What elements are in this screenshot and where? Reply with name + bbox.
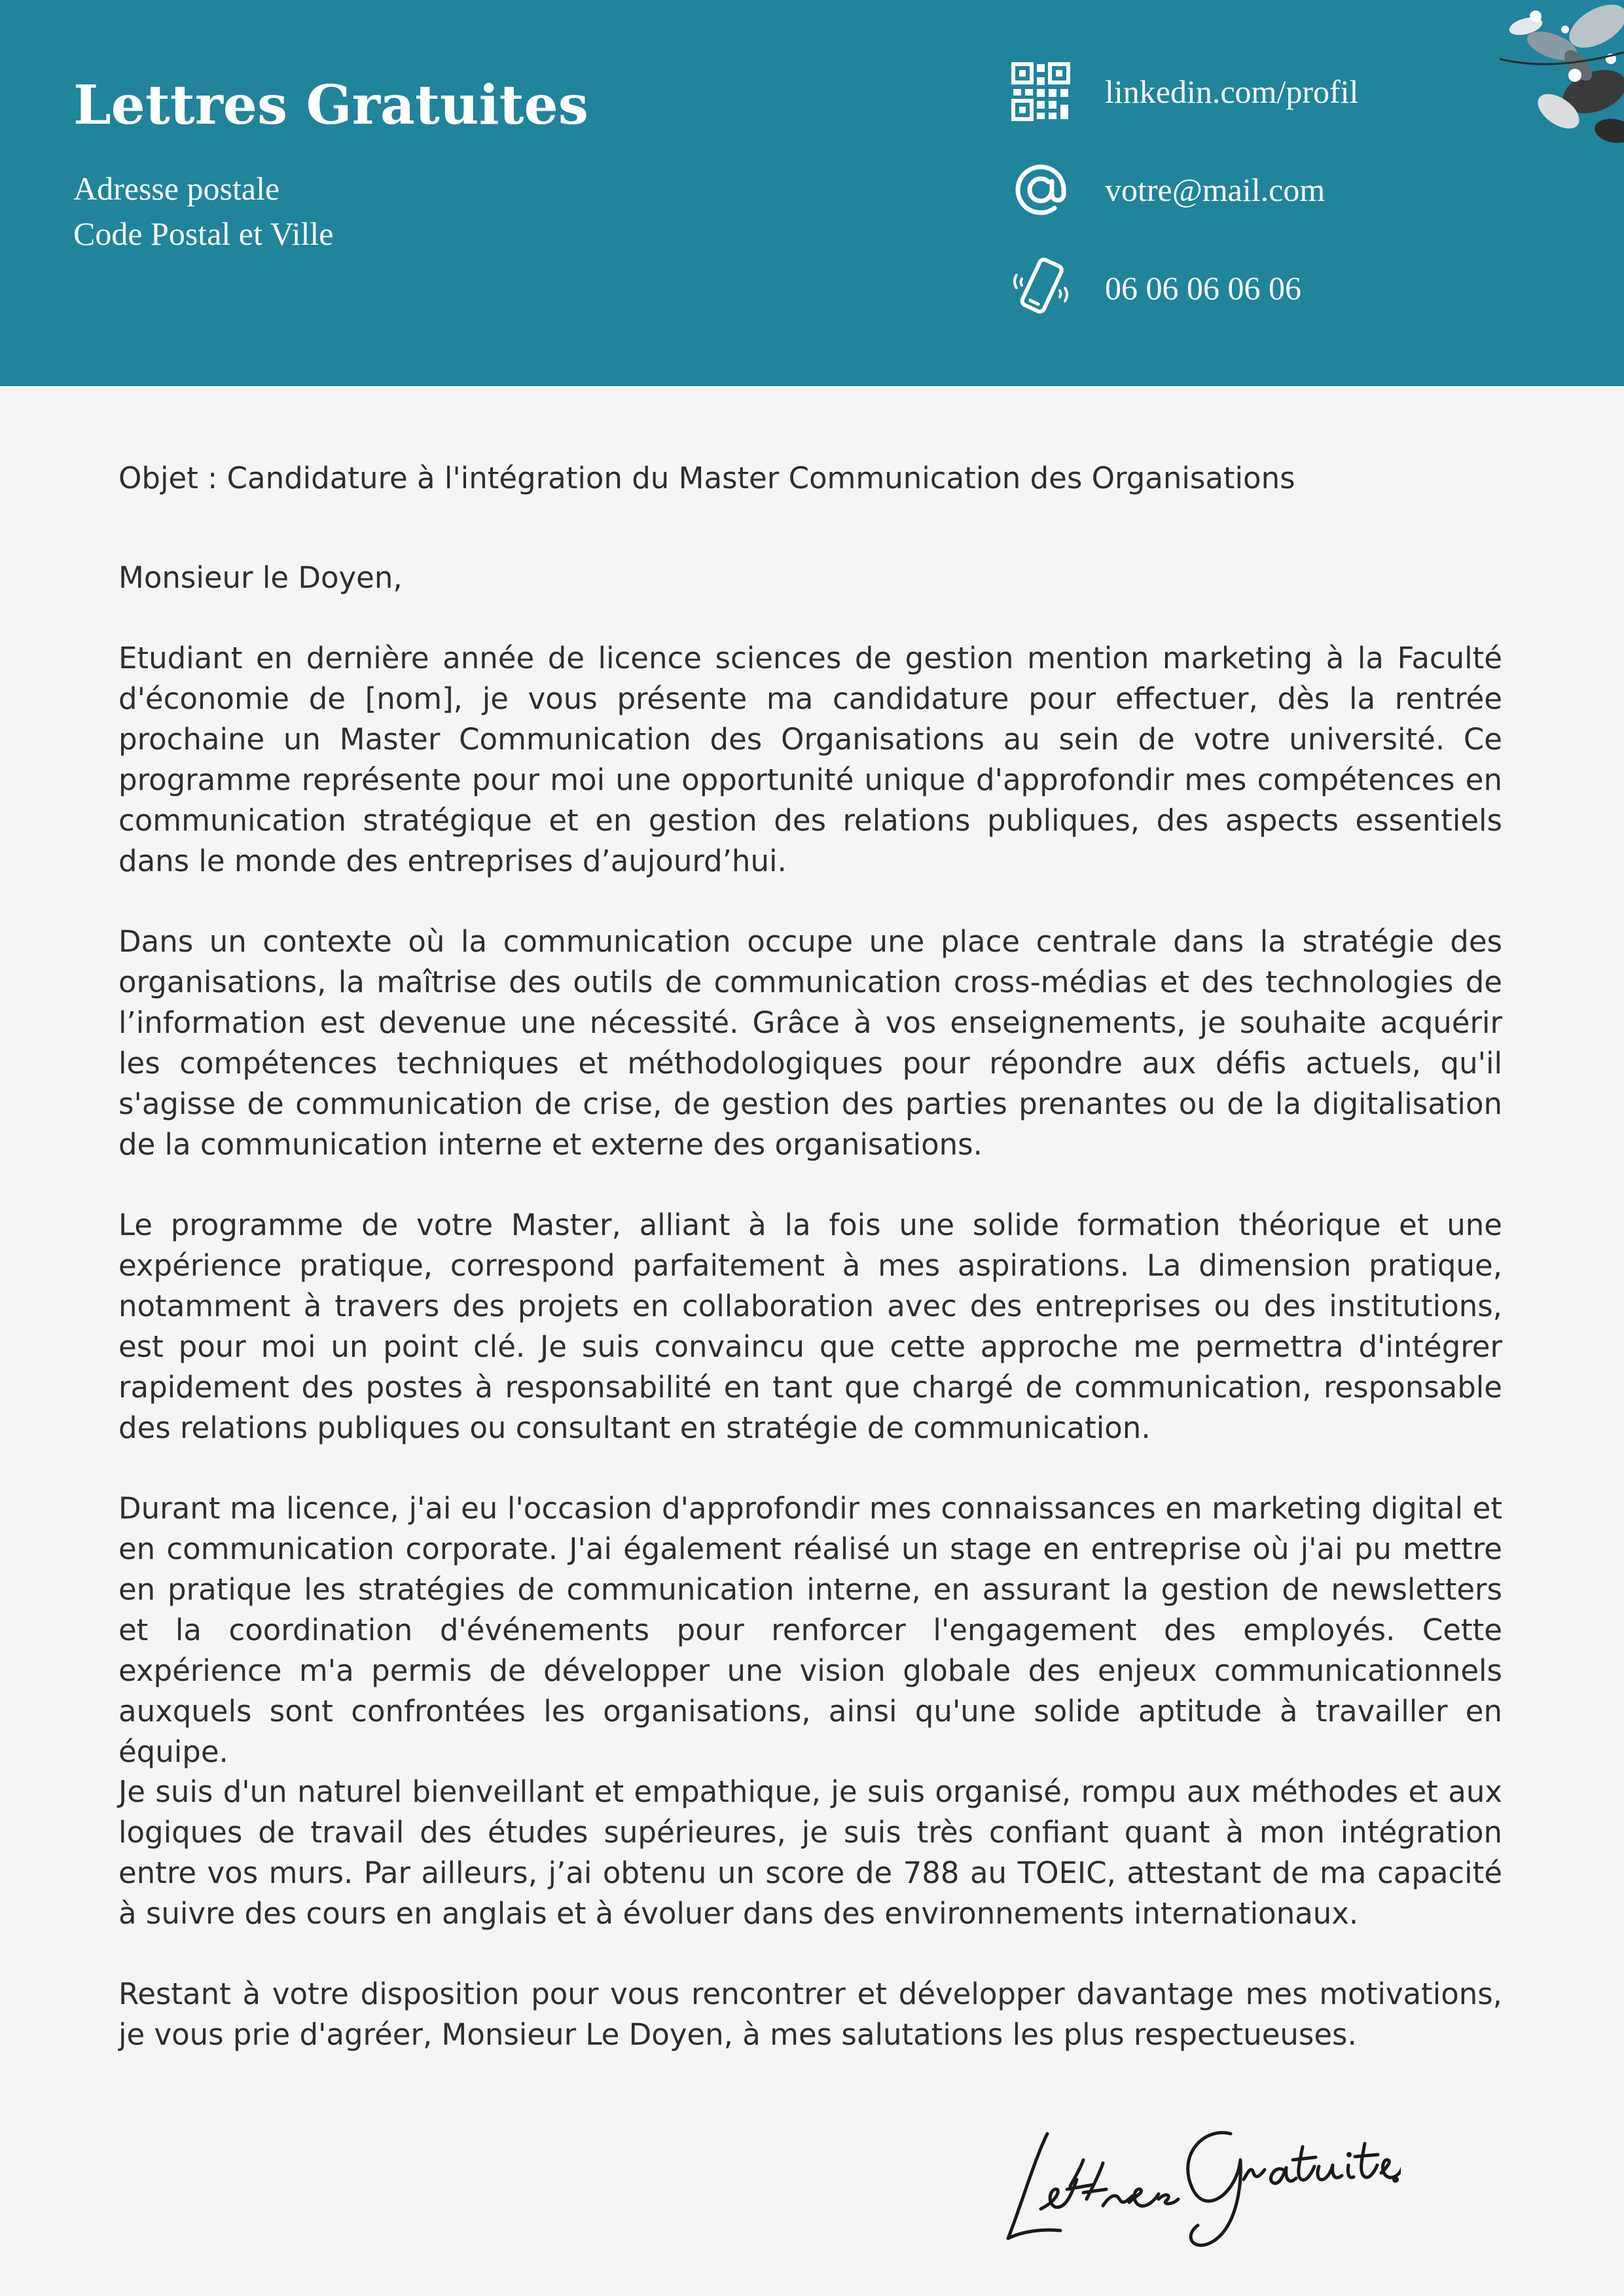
phone-icon — [1008, 255, 1074, 321]
floral-decoration — [1480, 0, 1624, 157]
linkedin-text: linkedin.com/profil — [1105, 73, 1359, 110]
letter-paragraph: Durant ma licence, j'ai eu l'occasion d'approfondir mes connaissances en marketing digital et en communication corporate. J'ai également réalisé un stage en entreprise où j'ai pu mettre en pratique les stratégies de communication interne, en assurant la gestion de newsletters et la coordination d'événements pour renforcer l'engagement des employés. Cette expérience m'a permis de développer une vision globale des enjeux communicationnels auxquels sont confrontées les organisations, ainsi qu'une solide aptitude à travailler en équipe. — [118, 1491, 1502, 1769]
phone-text: 06 06 06 06 06 — [1105, 270, 1301, 306]
letter-salutation: Monsieur le Doyen, — [118, 560, 403, 595]
letter-paragraph: Restant à votre disposition pour vous rencontrer et développer davantage mes motivations, je vous prie d'agréer, Monsieur Le Doyen, à mes salutations les plus respectueuses. — [118, 1977, 1502, 2052]
contact-email — [1008, 157, 1325, 223]
letter-header — [0, 0, 1624, 386]
letter-paragraph: Je suis d'un naturel bienveillant et empathique, je suis organisé, rompu aux méthodes et aux logiques de travail des études supérieures, je suis très confiant quant à mon intégration entre vos murs. Par ailleurs, j’ai obtenu un score de 788 au TOEIC, attestant de ma capacité à suivre des cours en anglais et à évoluer dans des environnements internationaux. — [118, 1774, 1502, 1931]
letter-paragraph: Le programme de votre Master, alliant à la fois une solide formation théorique et une expérience pratique, correspond parfaitement à mes aspirations. La dimension pratique, notamment à travers des projets en collaboration avec des entreprises ou des institutions, est pour moi un point clé. Je suis convaincu que cette approche me permettra d'intégrer rapidement des postes à responsabilité en tant que chargé de communication, responsable des relations publiques ou consultant en stratégie de communication. — [118, 1208, 1502, 1445]
sender-name: Lettres Gratuites — [73, 74, 588, 137]
at-sign-icon — [1008, 157, 1074, 223]
address-line-1: Adresse postale — [73, 170, 280, 207]
letter-paragraph: Etudiant en dernière année de licence sciences de gestion mention marketing à la Faculté d'économie de [nom], je vous présente ma candidature pour effectuer, dès la rentrée prochaine un Master Communication des Organisations au sein de votre université. Ce programme représente pour moi une opportunité unique d'approfondir mes compétences en communication stratégique et en gestion des relations publiques, des aspects essentiels dans le monde des entreprises d’aujourd’hui. — [118, 641, 1502, 878]
contact-linkedin — [1008, 59, 1358, 124]
qr-code-icon — [1008, 59, 1074, 124]
handwritten-signature — [995, 2081, 1401, 2251]
letter-paragraph: Dans un contexte où la communication occupe une place centrale dans la stratégie des organisations, la maîtrise des outils de communication cross-médias et des technologies de l’information est devenue une nécessité. Grâce à vos enseignements, je souhaite acquérir les compétences techniques et méthodologiques pour répondre aux défis actuels, qu'il s'agisse de communication de crise, de gestion des parties prenantes ou de la digitalisation de la communication interne et externe des organisations. — [118, 924, 1502, 1162]
letter-subject: Objet : Candidature à l'intégration du Master Communication des Organisations — [118, 461, 1295, 495]
contact-phone — [1008, 255, 1301, 321]
email-text: votre@mail.com — [1105, 171, 1326, 208]
address-line-2: Code Postal et Ville — [73, 215, 334, 252]
